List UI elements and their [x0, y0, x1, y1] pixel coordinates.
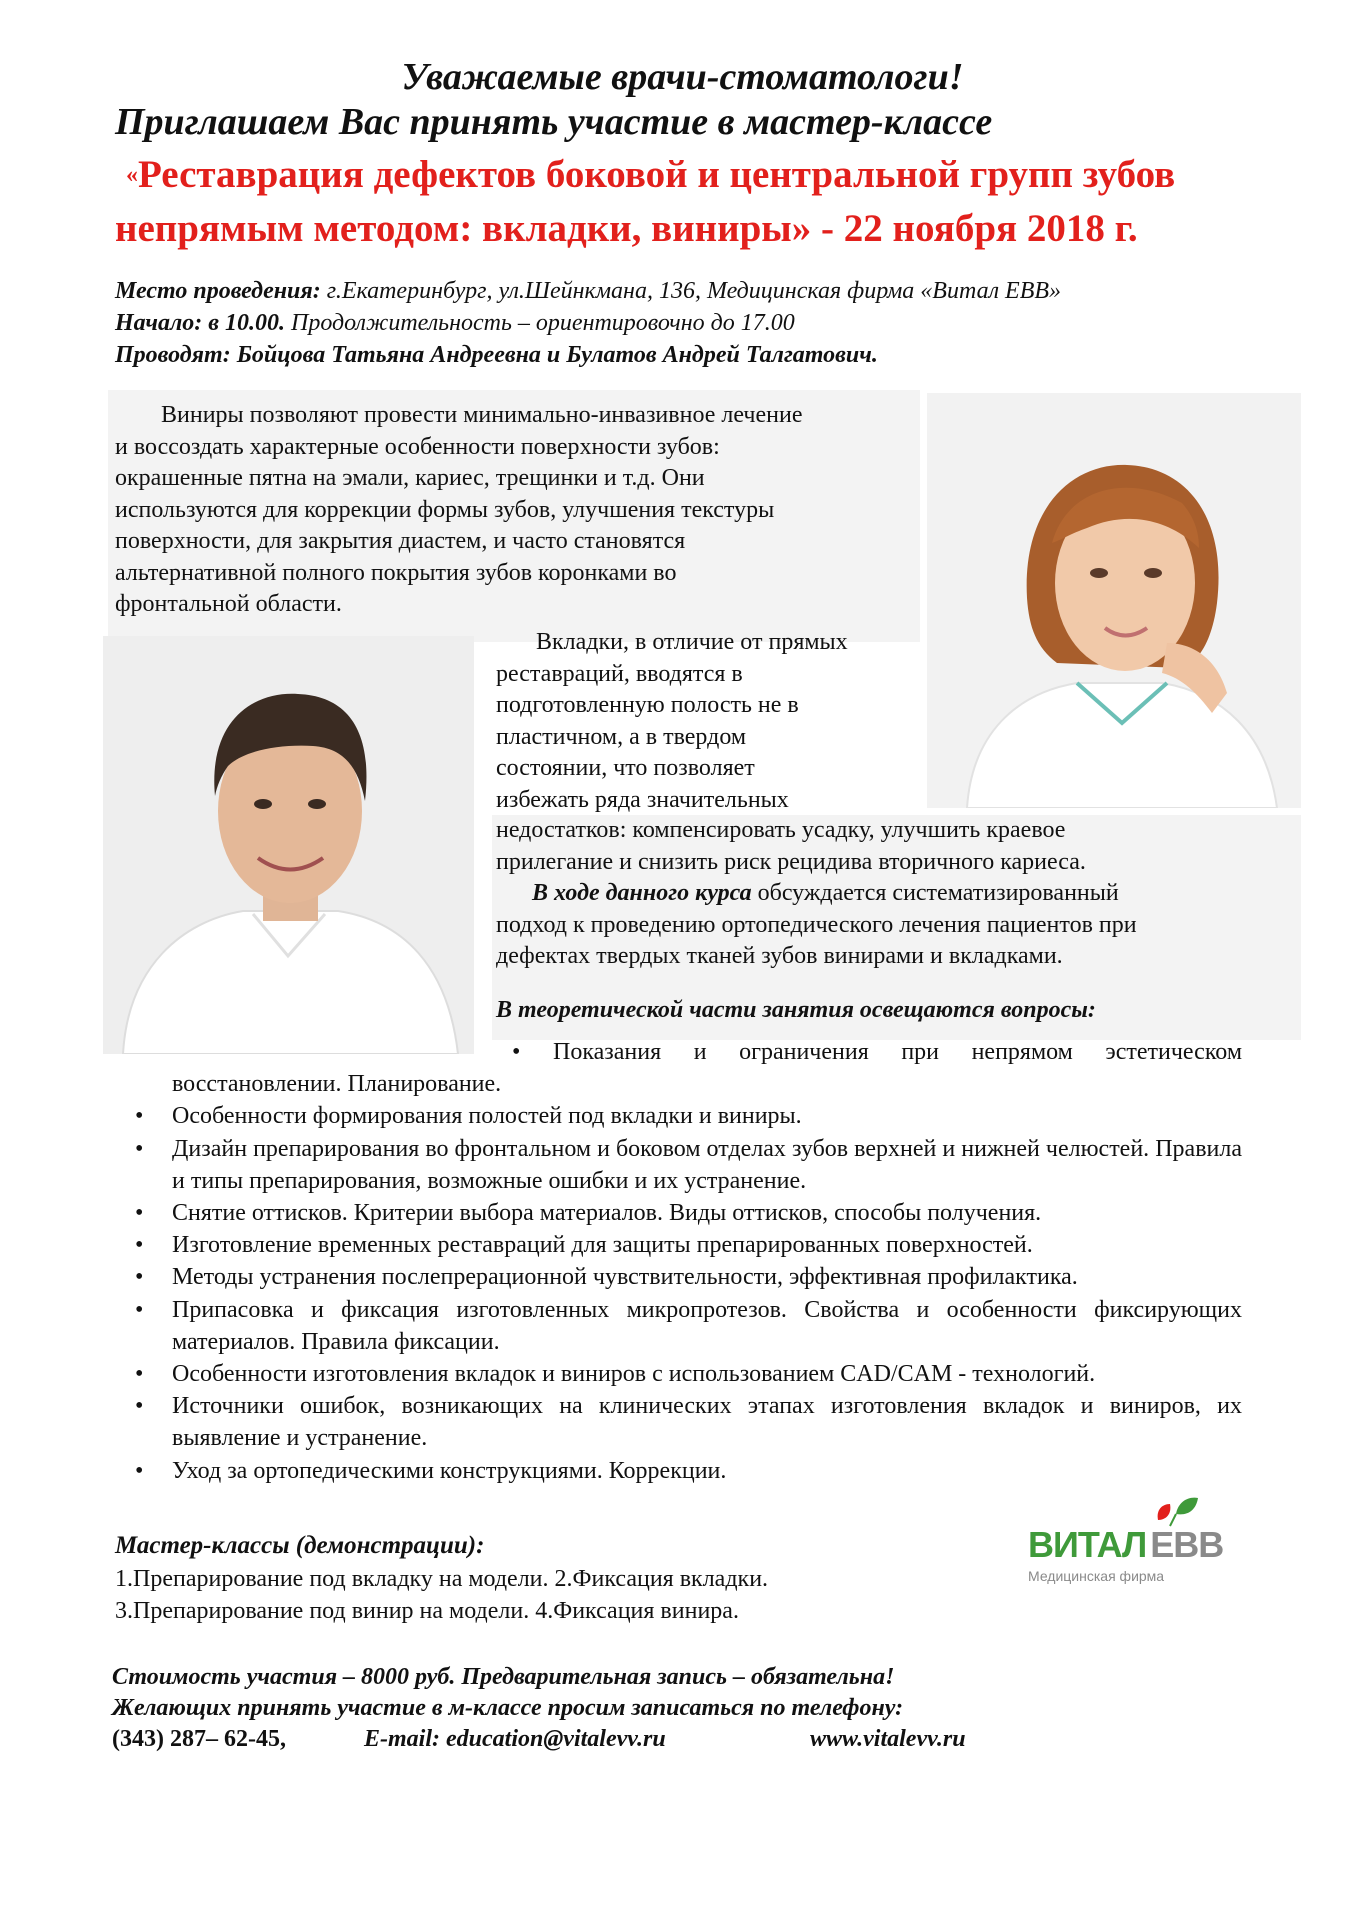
veneers-line: и воссоздать характерные особенности поверхности зубов: — [115, 433, 720, 460]
photo-boytsova — [927, 393, 1301, 808]
veneers-line: фронтальной области. — [115, 591, 342, 617]
vital-evv-logo — [1028, 1494, 1224, 1584]
male-portrait-icon — [103, 636, 474, 1054]
bullet: • — [135, 1200, 144, 1227]
photo-bulatov — [103, 636, 474, 1054]
topic-text: Дизайн препарирования во фронтальном и боковом отделах зубов верхней и нижней челюстей. Правила и типы препарирования, возможные ошибки и их устранение. — [172, 1135, 1242, 1194]
bullet: • — [135, 1361, 144, 1388]
hosts-label: Проводят: Бойцова Татьяна Андреевна и Булатов Андрей Талгатович. — [115, 342, 878, 368]
inlays-line: Вкладки, в отличие от прямых — [536, 629, 848, 655]
list-item — [130, 1455, 1242, 1487]
greeting: Уважаемые врачи-стоматологи! — [401, 56, 964, 98]
inlays-paragraph-top — [496, 627, 916, 816]
course-line-1 — [496, 878, 1301, 910]
logo-name-part2: ЕВВ — [1150, 1524, 1224, 1565]
start-label: Начало: в 10.00. — [115, 310, 285, 336]
list-item — [130, 1100, 1242, 1132]
topic-text: Уход за ортопедическими конструкциями. Коррекции. — [172, 1457, 727, 1484]
veneers-line: поверхности, для закрытия диастем, и часто становятся — [115, 528, 686, 554]
inlays-line: состоянии, что позволяет — [496, 755, 755, 781]
veneers-line: альтернативной полного покрытия зубов коронками во — [115, 559, 677, 586]
veneers-line: используются для коррекции формы зубов, улучшения текстуры — [115, 496, 775, 523]
topic-text: Особенности изготовления вкладок и виниров с использованием CAD/CAM - технологий. — [172, 1361, 1096, 1388]
topic-text: Изготовление временных реставраций для защиты препарированных поверхностей. — [172, 1232, 1033, 1259]
inlays-line: подготовленную полость не в — [496, 692, 799, 718]
bullet: • — [135, 1393, 144, 1420]
list-item — [130, 1036, 1242, 1068]
list-item — [130, 1229, 1242, 1261]
event-meta — [115, 275, 1061, 371]
list-item — [130, 1261, 1242, 1293]
contacts-line — [112, 1724, 966, 1755]
invitation: Приглашаем Вас принять участие в мастер-классе — [115, 101, 993, 143]
topic-text: Снятие оттисков. Критерии выбора материалов. Виды оттисков, способы получения. — [172, 1200, 1042, 1227]
footer — [112, 1662, 966, 1755]
email-link[interactable]: E-mail: education@vitalevv.ru — [364, 1726, 666, 1752]
venue-value: г.Екатеринбург, ул.Шейнкмана, 136, Медицинская фирма «Витал ЕВВ» — [320, 278, 1062, 304]
list-item — [130, 1358, 1242, 1390]
theory-heading: В теоретической части занятия освещаются вопросы: — [496, 996, 1096, 1023]
bullet: • — [135, 1264, 144, 1291]
title-line-1-text: Реставрация дефектов боковой и центральной групп зубов — [138, 153, 1176, 196]
master-classes — [115, 1530, 768, 1628]
title-quote: « — [126, 162, 138, 188]
topics-list — [130, 1036, 1242, 1487]
list-item — [130, 1197, 1242, 1229]
logo-name-part1: ВИТАЛ — [1028, 1524, 1147, 1565]
logo-name — [1028, 1524, 1223, 1566]
course-line-1-rest: обсуждается систематизированный — [751, 880, 1119, 906]
bullet: • — [135, 1232, 144, 1259]
inlays-line: реставраций, вводятся в — [496, 660, 743, 687]
inlays-line: недостатков: компенсировать усадку, улучшить краевое — [496, 817, 1066, 843]
bullet: • — [512, 1039, 521, 1065]
course-line-2: подход к проведению ортопедического лечения пациентов при — [496, 911, 1137, 938]
signup-line: Желающих принять участие в м-классе просим записаться по телефону: — [112, 1695, 904, 1721]
topic-text-cont: восстановлении. Планирование. — [172, 1071, 502, 1098]
bullet: • — [135, 1296, 144, 1323]
inlays-line: прилегание и снизить риск рецидива вторичного кариеса. — [496, 848, 1086, 875]
phone-number[interactable]: (343) 287– 62-45, — [112, 1726, 286, 1752]
master-class-line: 1.Препарирование под вкладку на модели. 2.Фиксация вкладки. — [115, 1565, 769, 1592]
veneers-paragraph — [108, 390, 920, 642]
price-line: Стоимость участия – 8000 руб. Предварительная запись – обязательна! — [112, 1664, 895, 1690]
veneers-line: Виниры позволяют провести минимально-инвазивное лечение — [161, 402, 803, 428]
start-value: Продолжительность – ориентировочно до 17.00 — [284, 310, 795, 336]
website-link[interactable]: www.vitalevv.ru — [810, 1726, 966, 1752]
list-item — [130, 1294, 1242, 1358]
course-info-box — [492, 815, 1301, 1040]
topic-text: Методы устранения послепрерационной чувствительности, эффективная профилактика. — [172, 1264, 1078, 1291]
course-title-line-1 — [126, 148, 1175, 202]
venue-label: Место проведения: — [115, 278, 321, 304]
topic-text: Особенности формирования полостей под вкладки и виниры. — [172, 1103, 802, 1130]
master-class-line: 3.Препарирование под винир на модели. 4.Фиксация винира. — [115, 1598, 739, 1624]
bullet: • — [135, 1135, 144, 1162]
veneers-line: окрашенные пятна на эмали, кариес, трещинки и т.д. Они — [115, 465, 705, 491]
venue-row — [115, 275, 1061, 307]
course-line-3: дефектах твердых тканей зубов винирами и вкладками. — [496, 943, 1063, 969]
start-row — [115, 307, 1061, 339]
topic-text: Показания и ограничения при непрямом эстетическом — [553, 1039, 1242, 1065]
course-title-line-2: непрямым методом: вкладки, виниры» - 22 ноября 2018 г. — [115, 207, 1138, 250]
bullet: • — [135, 1457, 144, 1484]
inlays-line: избежать ряда значительных — [496, 786, 789, 813]
topic-text: Припасовка и фиксация изготовленных микропротезов. Свойства и особенности фиксирующих материалов. Правила фиксации. — [172, 1296, 1242, 1355]
list-item — [130, 1133, 1242, 1197]
inlays-line: пластичном, а в твердом — [496, 723, 747, 750]
course-lead: В ходе данного курса — [532, 880, 752, 906]
topic-text: Источники ошибок, возникающих на клинических этапах изготовления вкладок и виниров, их выявление и устранение. — [172, 1393, 1242, 1452]
list-item — [130, 1390, 1242, 1454]
female-portrait-icon — [927, 393, 1301, 808]
logo-subtitle: Медицинская фирма — [1028, 1568, 1165, 1584]
hosts-row — [115, 339, 1061, 371]
master-classes-heading: Мастер-классы (демонстрации): — [115, 1532, 485, 1559]
bullet: • — [135, 1103, 144, 1130]
